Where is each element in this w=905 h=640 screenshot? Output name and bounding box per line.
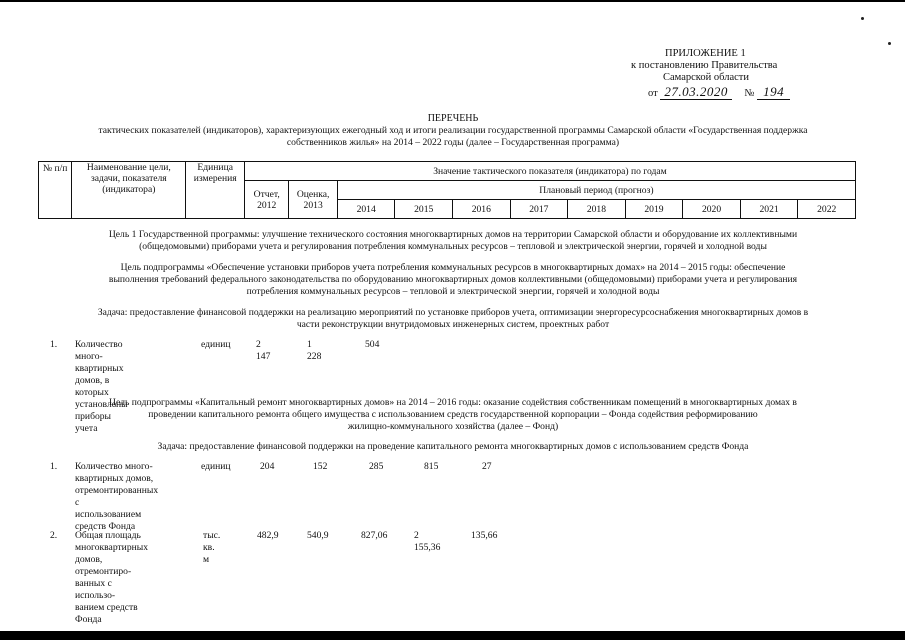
row-name-line: которых установлены bbox=[75, 387, 128, 410]
header-plan-period: Плановый период (прогноз) bbox=[337, 181, 855, 200]
header-year: 2021 bbox=[740, 200, 798, 219]
row-value: 285 bbox=[369, 461, 384, 472]
row-value: 815 bbox=[424, 461, 439, 472]
header-unit: Единица измерения bbox=[186, 162, 245, 219]
header-year: 2020 bbox=[683, 200, 741, 219]
row-value: 204 bbox=[260, 461, 275, 472]
appendix-date-line bbox=[648, 86, 790, 100]
header-year: 2017 bbox=[510, 200, 568, 219]
task-1-line: части реконструкции внутридомовых инженерных систем, проектных работ bbox=[296, 319, 610, 331]
scan-speck bbox=[861, 17, 864, 20]
row-name bbox=[75, 461, 158, 533]
row-value: 2 147 bbox=[256, 339, 271, 362]
subprogram-1-goal-line: потребления коммунальных ресурсов – тепловой и электрической энергии, горячей и холодной воды bbox=[246, 286, 660, 298]
header-values-title: Значение тактического показателя (индикатора) по годам bbox=[244, 162, 855, 181]
subprogram-2-goal bbox=[40, 397, 866, 434]
row-name-line: Общая площадь bbox=[75, 530, 141, 541]
subprogram-1-goal-line: выполнения требований федерального законодательства по оборудованию многоквартирных домов коллективными (общедомовыми) приборами учета и регулирования bbox=[108, 274, 798, 286]
task-1 bbox=[40, 307, 866, 331]
doc-title: ПЕРЕЧЕНЬ bbox=[427, 113, 479, 124]
row-value: 827,06 bbox=[361, 530, 388, 541]
header-year: 2022 bbox=[798, 200, 856, 219]
row-value: 135,66 bbox=[471, 530, 498, 541]
header-year: 2018 bbox=[568, 200, 626, 219]
subprogram-2-goal-line: жилищно-коммунального хозяйства (далее – Фонд) bbox=[347, 421, 559, 433]
goal-1 bbox=[40, 229, 866, 253]
subprogram-1-goal-line: Цель подпрограммы «Обеспечение установки приборов учета потребления коммунальных ресурсов в многоквартирных домах» на 2014 – 2015 годы: обеспечение bbox=[120, 262, 786, 273]
scan-edge-top bbox=[0, 0, 905, 2]
number-prefix: № bbox=[744, 88, 755, 99]
row-name bbox=[75, 530, 148, 626]
header-name: Наименование цели, задачи, показателя (индикатора) bbox=[72, 162, 186, 219]
row-name-line: ванием средств Фонда bbox=[75, 602, 138, 625]
row-unit-line: тыс. bbox=[203, 530, 221, 541]
row-name-line: Количество много- bbox=[75, 339, 123, 362]
row-value: 540,9 bbox=[307, 530, 329, 541]
row-num: 1. bbox=[50, 339, 58, 350]
row-name-line: ванных с использо- bbox=[75, 578, 116, 601]
handwritten-number: 194 bbox=[757, 84, 790, 100]
subprogram-1-goal bbox=[40, 262, 866, 299]
appendix-line2: Самарской области bbox=[663, 72, 749, 83]
appendix-title: ПРИЛОЖЕНИЕ 1 bbox=[665, 48, 746, 59]
appendix-line1: к постановлению Правительства bbox=[631, 60, 778, 71]
row-value: 1 228 bbox=[307, 339, 322, 362]
row-value: 2 155,36 bbox=[414, 530, 441, 553]
row-name-line: Количество много- bbox=[75, 461, 153, 472]
row-name-line: квартирных домов, в bbox=[75, 363, 124, 386]
row-value: 482,9 bbox=[257, 530, 279, 541]
row-name-line: многоквартирных bbox=[75, 542, 148, 553]
row-unit: единиц bbox=[201, 339, 231, 350]
handwritten-date: 27.03.2020 bbox=[660, 84, 732, 100]
row-unit-line: кв. м bbox=[203, 542, 215, 565]
row-name-line: приборы учета bbox=[75, 411, 111, 434]
row-name-line: использованием bbox=[75, 509, 142, 520]
row-value: 152 bbox=[313, 461, 328, 472]
task-1-line: Задача: предоставление финансовой поддержки на реализацию мероприятий по установке приборов учета, оптимизации энергоресурсоснабжения многоквартирных домов в bbox=[97, 307, 809, 318]
row-value: 27 bbox=[482, 461, 492, 472]
header-year: 2019 bbox=[625, 200, 683, 219]
row-name-line: домов, отремонтиро- bbox=[75, 554, 132, 577]
subprogram-2-goal-line: Цель подпрограммы «Капитальный ремонт многоквартирных домов» на 2014 – 2016 годы: оказание содействия собственникам помещений в многоквартирных домах в bbox=[109, 397, 797, 408]
header-num: № п/п bbox=[39, 162, 72, 219]
row-name-line: средств Фонда bbox=[75, 521, 136, 532]
row-num: 2. bbox=[50, 530, 58, 541]
row-name-line: квартирных домов, bbox=[75, 473, 154, 484]
header-estimate-2013: Оценка, 2013 bbox=[289, 181, 337, 219]
header-report-2012: Отчет, 2012 bbox=[244, 181, 288, 219]
header-year: 2014 bbox=[337, 200, 395, 219]
row-name-line: отремонтированных с bbox=[75, 485, 159, 508]
header-year: 2015 bbox=[395, 200, 453, 219]
indicator-table-header bbox=[38, 161, 856, 219]
task-2: Задача: предоставление финансовой поддержки на проведение капитального ремонта многоквартирных домов с использованием средств Фонда bbox=[157, 441, 749, 452]
scan-edge-bottom bbox=[0, 631, 905, 640]
doc-subtitle-1: тактических показателей (индикаторов), характеризующих ежегодный ход и итоги реализации государственной программы Самарской области «Государственная поддержка bbox=[98, 125, 808, 136]
date-prefix: от bbox=[648, 88, 658, 99]
row-num: 1. bbox=[50, 461, 58, 472]
subprogram-2-goal-line: проведении капитального ремонта общего имущества с использованием средств государственной корпорации – Фонда содействия реформированию bbox=[148, 409, 758, 421]
row-unit: единиц bbox=[201, 461, 231, 472]
header-year: 2016 bbox=[453, 200, 511, 219]
scan-speck bbox=[888, 42, 891, 45]
goal-1-line: Цель 1 Государственной программы: улучшение технического состояния многоквартирных домов на территории Самарской области и оборудование их коллективными bbox=[108, 229, 798, 240]
goal-1-line: (общедомовыми) приборами учета и регулирования потребления коммунальных ресурсов – тепловой и электрической энергии, горячей и холодной воды bbox=[139, 241, 767, 253]
row-unit bbox=[203, 530, 220, 566]
row-value: 504 bbox=[365, 339, 380, 350]
doc-subtitle-2: собственников жилья» на 2014 – 2022 годы (далее – Государственная программа) bbox=[286, 137, 620, 148]
